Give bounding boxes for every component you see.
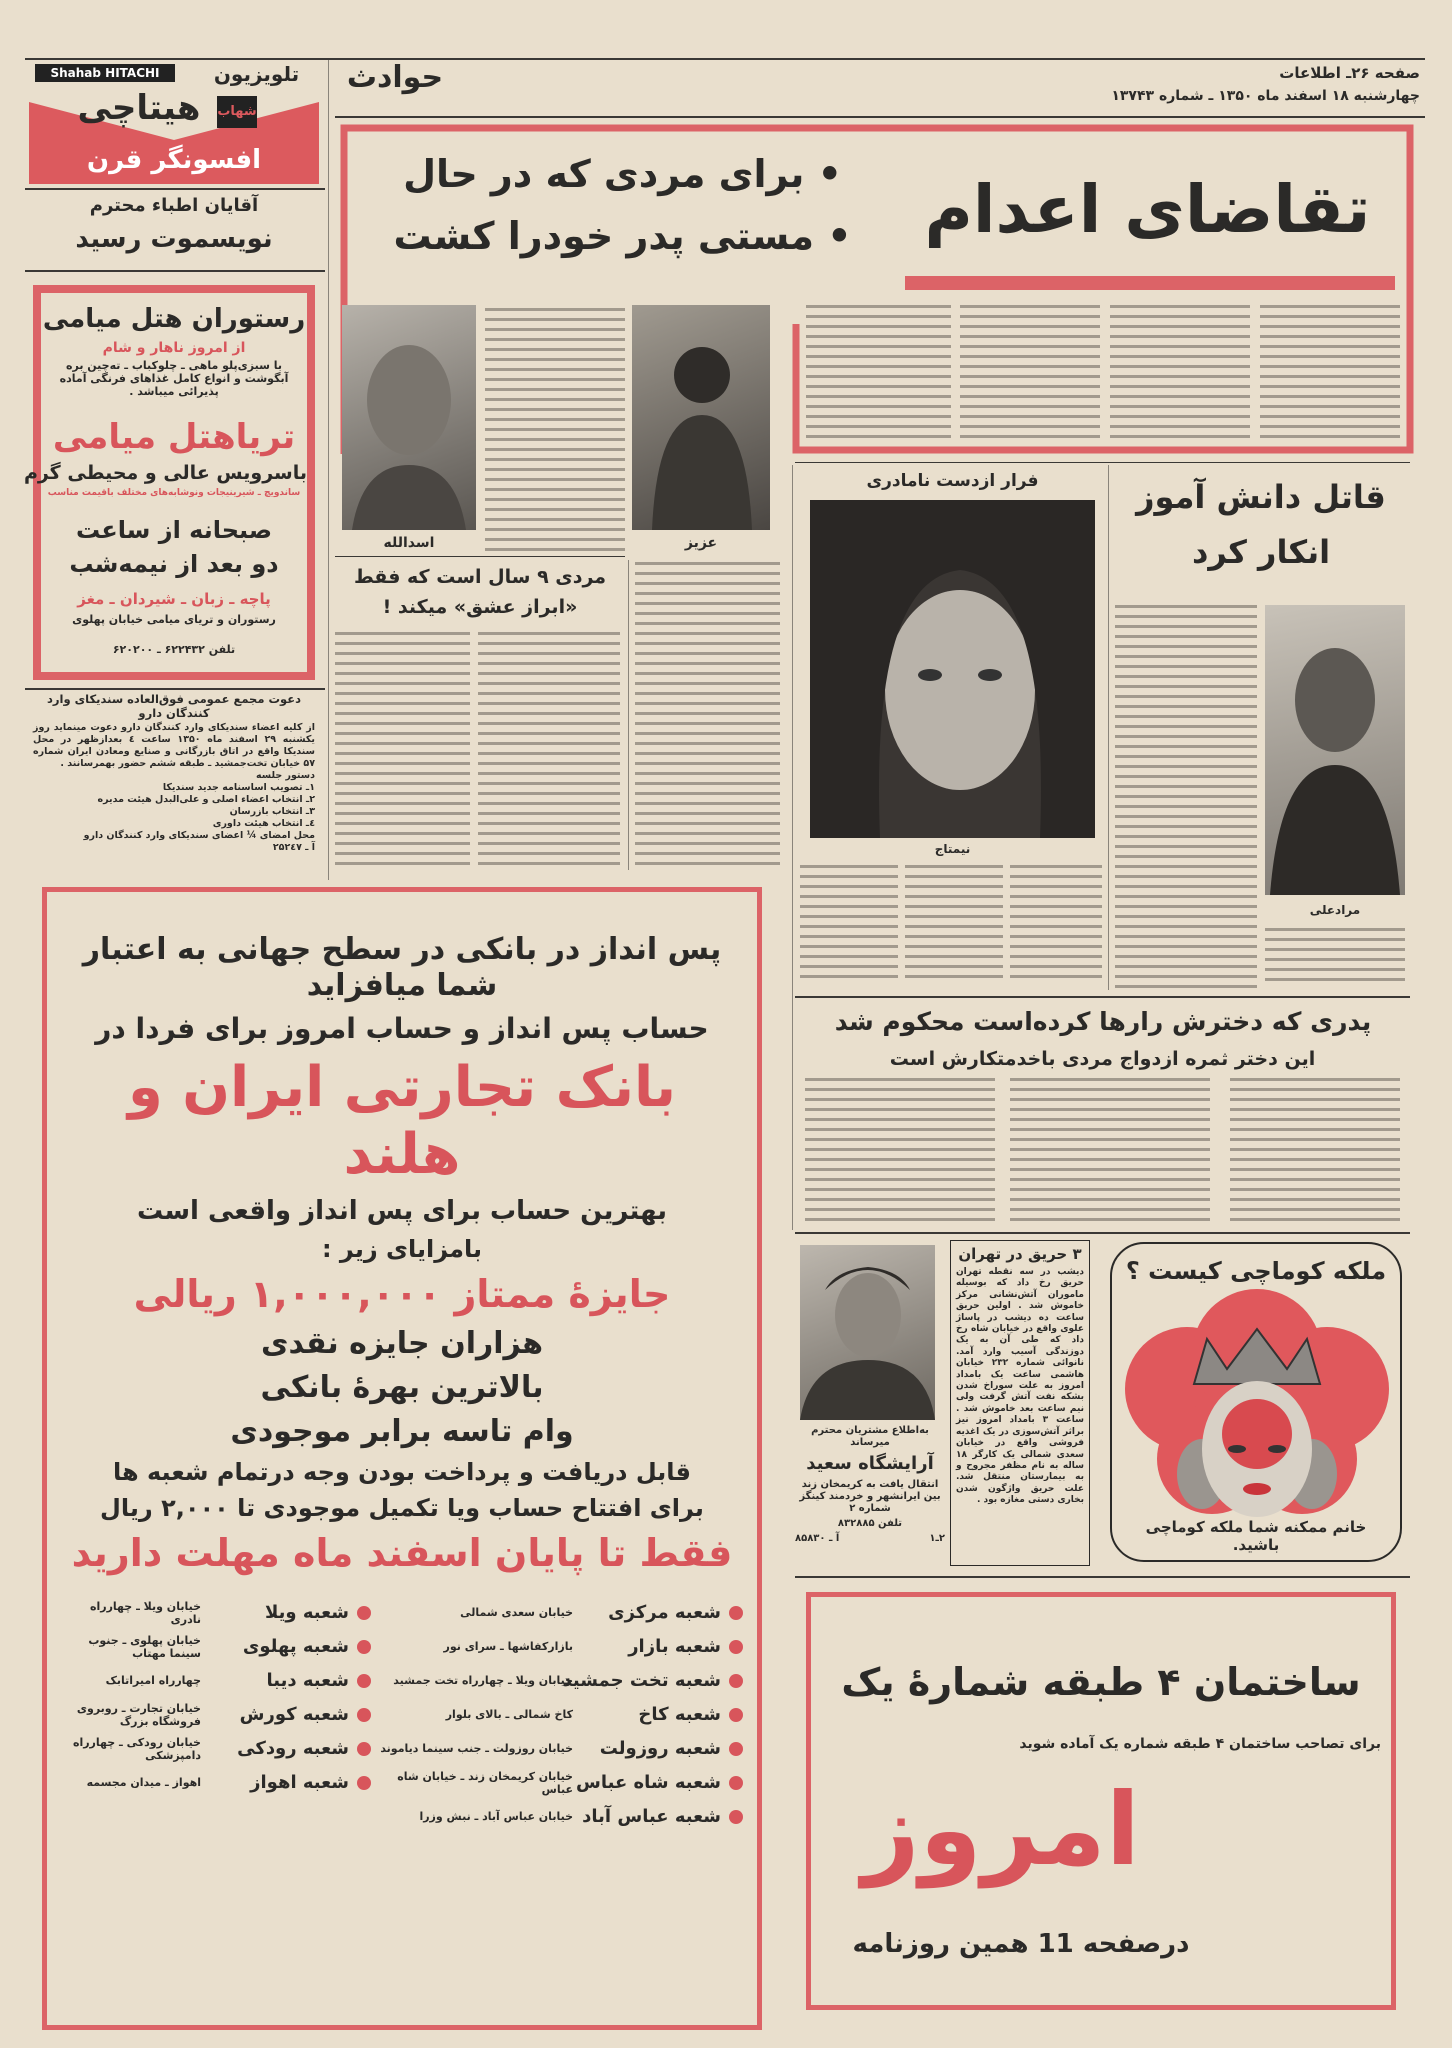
branch-name: شعبه روزولت: [599, 1737, 721, 1759]
barber-body: انتقال یافت به کریمخان زند بین ایرانشهر و خردمند کینگز شماره ۲: [799, 1479, 941, 1514]
stepmother-headline: فرار ازدست نامادری: [866, 471, 1039, 491]
headline-red-bar: [905, 276, 1395, 290]
branch-address: خیابان ویلا ـ چهارراه تخت جمشید: [393, 1674, 573, 1688]
branch-name: شعبه شاه عباس: [576, 1771, 721, 1793]
article-body-text: [1115, 605, 1257, 990]
miami-restaurant-ad: [23, 285, 315, 680]
building-footer: درصفحه 11 همین روزنامه: [852, 1929, 1190, 1959]
branch-name: شعبه دیبا: [266, 1669, 349, 1691]
branch-name: شعبه مرکزی: [608, 1601, 721, 1623]
branch-name: شعبه رودکی: [237, 1737, 349, 1759]
bank-line-6: برای افتتاح حساب ویا تکمیل موجودی تا ۲,۰۰۰ ریال: [100, 1494, 704, 1523]
fire-story-box: [950, 1240, 1090, 1566]
divider: [795, 996, 1410, 998]
bullet-icon: [729, 1674, 743, 1688]
caption-nimtaj: نیمتاج: [934, 842, 971, 856]
bank-ad-content: [47, 892, 757, 2025]
header-rule: [335, 116, 1425, 118]
miami-title: رستوران هتل میامی: [42, 304, 306, 334]
branch-list-right: [378, 1599, 743, 1831]
barber-codes: [795, 1533, 945, 1545]
branch-name: شعبه عباس آباد: [582, 1805, 721, 1827]
article-body-text: [800, 865, 898, 985]
invitation-code: آ ـ ۲۵۲٤۷: [272, 842, 315, 853]
miami-hours-1: صبحانه از ساعت: [75, 516, 273, 544]
agenda-list: [25, 782, 323, 830]
bullet-icon: [729, 1708, 743, 1722]
top-rule: [25, 58, 1425, 60]
article-body-text: [960, 305, 1100, 440]
section-title: حوادث: [346, 60, 444, 95]
branch-row: [61, 1769, 371, 1797]
bank-tejarati-ad: [42, 887, 762, 2030]
agenda-item: ٤ـ انتخاب هیئت داوری: [212, 818, 315, 829]
invitation-body: از کلیه اعضاء سندیکای وارد کنندگان دارو دعوت مینماید روز یکشنبه ۲۹ اسفند ماه ۱۳۵۰ ساعت ٤ بعدازظهر در محل سندیکا واقع در اتاق بازرگانی و صنایع ومعادن ایران شماره ۵۷ خیابان تخت‌جمشید ـ طبقه ششم حضور بهمرسانند .: [33, 722, 315, 769]
hitachi-logo: Shahab HITACHI: [35, 64, 175, 82]
bank-name: بانک تجارتی ایران و هلند: [127, 1054, 677, 1187]
branch-row: [378, 1735, 743, 1763]
article-body-text: [335, 632, 470, 867]
article-body-text: [1265, 928, 1405, 988]
doctors-notice-line2: نویسموت رسید: [75, 224, 273, 254]
branch-name: شعبه کورش: [239, 1703, 349, 1725]
miami-specials: پاچه ـ زبان ـ شیردان ـ مغز: [77, 590, 271, 608]
column-divider: [792, 465, 793, 1230]
branch-list-left: [61, 1599, 371, 1831]
article-body-text: [485, 308, 625, 553]
bank-line-3: بهترین حساب برای پس انداز واقعی است: [136, 1195, 668, 1226]
branch-name: شعبه پهلوی: [242, 1635, 349, 1657]
bullet-icon: [357, 1674, 371, 1688]
branch-address: کاخ شمالی ـ بالای بلوار: [445, 1708, 573, 1722]
branch-name: شعبه بازار: [628, 1635, 721, 1657]
miami-subtitle: از امروز ناهار و شام: [102, 340, 246, 356]
branch-address: اهواز ـ میدان مجسمه: [86, 1776, 201, 1790]
branch-address: خیابان سعدی شمالی: [460, 1606, 573, 1620]
hitachi-slogan: افسونگر قرن: [86, 145, 262, 175]
hitachi-product: تلویزیون: [213, 62, 300, 86]
bank-line-5: قابل دریافت و پرداخت بودن وجه درتمام شعبه ها: [112, 1457, 691, 1486]
branch-address: خیابان کریمخان زند ـ خیابان شاه عباس: [397, 1769, 573, 1796]
article-body-text: [1010, 865, 1102, 985]
invitation-title: دعوت مجمع عمومی فوق‌العاده سندیکای وارد کنندگان دارو: [47, 692, 301, 720]
photo-aziz: [632, 305, 770, 530]
agenda-item: ۱ـ تصویب اساسنامه جدید سندیکا: [162, 782, 315, 793]
caption-asadollah: اسدالله: [383, 535, 435, 551]
hitachi-brand: هیتاچی: [77, 88, 201, 128]
branch-row: [61, 1599, 371, 1627]
branch-address: چهارراه امیراتابک: [105, 1674, 201, 1688]
branch-name: شعبه تخت جمشید: [562, 1669, 721, 1691]
barber-name: آرایشگاه سعید: [806, 1453, 934, 1474]
barber-ad-text: [795, 1425, 945, 1545]
agenda-item: ۲ـ انتخاب اعضاء اصلی و علی‌البدل هیئت مدیره: [97, 794, 315, 805]
divider: [795, 1232, 1410, 1234]
bullet-icon: [729, 1640, 743, 1654]
branch-name: شعبه اهواز: [250, 1771, 349, 1793]
shahab-label: شهاب: [217, 96, 257, 128]
branch-address: خیابان روزولت ـ جنب سینما دیاموند: [380, 1742, 573, 1756]
syndicate-invitation: [25, 692, 323, 854]
article-body-text: [806, 305, 951, 440]
branch-row: [378, 1701, 743, 1729]
branch-row: [378, 1769, 743, 1797]
love-story-headline: مردی ۹ سال است که فقط «ابراز عشق» میکند !: [353, 566, 607, 618]
branch-row: [61, 1701, 371, 1729]
miami-menu: ساندویچ ـ شیرینیجات ونوشابه‌های مختلف باقیمت مناسب: [47, 488, 301, 498]
bullet-icon: [357, 1742, 371, 1756]
branch-address: بازارکفاشها ـ سرای نور: [443, 1640, 573, 1654]
komachi-title: ملکه کوماچی کیست ؟: [1125, 1257, 1387, 1285]
hitachi-ad: [29, 62, 319, 184]
branch-name: شعبه ویلا: [264, 1601, 349, 1623]
barber-intro: به‌اطلاع مشتریان محترم میرساند: [811, 1425, 929, 1448]
miami-address: رستوران و تریای میامی خیابان پهلوی: [72, 613, 276, 626]
lead-headline-main: تقاضای اعدام: [924, 171, 1371, 248]
bullet-icon: [357, 1776, 371, 1790]
article-body-text: [1230, 1078, 1400, 1223]
column-divider: [628, 560, 629, 870]
agenda-title: دستور جلسه: [256, 770, 315, 781]
branch-row: [378, 1667, 743, 1695]
father-headline: پدری که دخترش رارها کرده‌است محکوم شد: [834, 1007, 1372, 1036]
miami-hours-2: دو بعد از نیمه‌شب: [69, 550, 279, 578]
branch-address: خیابان پهلوی ـ جنوب سینما مهتاب: [88, 1633, 201, 1660]
branch-address: خیابان تجارت ـ روبروی فروشگاه بزرگ: [76, 1701, 201, 1728]
page-number: صفحه ۲۶ـ اطلاعات: [1279, 64, 1420, 82]
bullet-icon: [357, 1640, 371, 1654]
divider: [795, 1576, 1410, 1578]
miami-body: با سبزی‌پلو ماهی ـ چلوکباب ـ ته‌چین بره آبگوشت و انواع کامل غذاهای فرنگی آماده پذیرائی میباشد .: [59, 359, 289, 398]
bank-prize: جایزهٔ ممتاز ۱,۰۰۰,۰۰۰ ریالی: [133, 1271, 671, 1316]
column-divider: [1108, 465, 1109, 990]
barber-code-right: ۲ـ۱: [929, 1533, 945, 1544]
bullet-icon: [357, 1606, 371, 1620]
bullet-icon: [729, 1742, 743, 1756]
bullet-icon: [729, 1606, 743, 1620]
photo-moradali: [1265, 605, 1405, 895]
bullet-icon: [357, 1708, 371, 1722]
article-body-text: [1110, 305, 1250, 440]
building-lottery-ad: [806, 1592, 1396, 2010]
branch-address: خیابان رودکی ـ چهارراه دامپزشکی: [72, 1735, 201, 1762]
bank-benefit-2: بالاترین بهرهٔ بانکی: [260, 1369, 544, 1405]
fire-body: دیشب در سه نقطه تهران حریق رخ داد که بوسیله ماموران آتش‌نشانی مرکز خاموش شد . اولین حریق ساعت ده دیشب در پاساژ علوی واقع در خیابان شاه رخ داد که طی آن به یک دوزندگی آسیب وارد آمد. نانوائی شماره ۲۳۲ خیابان هاشمی ساعت یک بامداد امروز به علت سوراخ شدن بشکه نفت آتش گرفت ولی نیم ساعت بعد خاموش شد . ساعت ۳ بامداد امروز نیز براثر آتش‌سوزی در یک اغذیه فروشی واقع در خیابان سعدی شمالی یک کارگر ۱۸ ساله به نام مظفر مجروح و به بیمارستان منتقل شد. علت حریق واژگون شدن بخاری دستی مغازه بود .: [956, 1267, 1084, 1506]
bank-deadline: فقط تا پایان اسفند ماه مهلت دارید: [71, 1531, 733, 1576]
branch-row: [61, 1735, 371, 1763]
divider: [25, 270, 325, 272]
column-divider: [328, 60, 329, 880]
building-today: امروز: [861, 1771, 1141, 1888]
article-body-text: [905, 865, 1003, 985]
bullet-icon: [729, 1810, 743, 1824]
article-body-text: [1260, 305, 1400, 440]
building-subtitle: برای تصاحب ساختمان ۴ طبقه شماره یک آماده شوید: [1019, 1736, 1381, 1752]
article-body-text: [1010, 1078, 1210, 1223]
branch-address: خیابان ویلا ـ چهارراه نادری: [89, 1599, 201, 1626]
photo-barber: [800, 1245, 935, 1420]
komachi-ad: [1110, 1242, 1402, 1562]
bullet-icon: [729, 1776, 743, 1790]
branch-lists: [61, 1599, 743, 1831]
lead-headline-line1: • برای مردی که در حال: [403, 152, 842, 196]
student-headline-1: قاتل دانش آموز: [1136, 478, 1386, 516]
photo-nimtaj: [810, 500, 1095, 838]
branch-row: [61, 1633, 371, 1661]
caption-moradali: مرادعلی: [1309, 903, 1361, 917]
agenda-item: ۳ـ انتخاب بازرسان: [229, 806, 315, 817]
bank-benefit-1: هزاران جایزه نقدی: [261, 1325, 543, 1361]
article-body-text: [478, 632, 620, 867]
divider: [25, 188, 325, 190]
miami-service: باسرویس عالی و محیطی گرم: [23, 462, 307, 484]
building-title: ساختمان ۴ طبقه شمارهٔ یک: [841, 1660, 1361, 1704]
komachi-tagline: خانم ممکنه شما ملکه کوماچی باشید.: [1122, 1518, 1390, 1554]
barber-code-left: آ ـ ۸۵۸۳۰: [795, 1533, 840, 1544]
branch-name: شعبه کاخ: [638, 1703, 721, 1725]
student-headline-2: انکار کرد: [1191, 533, 1331, 571]
fire-headline: ۳ حریق در تهران: [958, 1245, 1082, 1263]
branch-row: [378, 1599, 743, 1627]
photo-asadollah: [342, 305, 476, 530]
bank-line-4: بامزایای زیر :: [321, 1235, 483, 1264]
branch-row: [378, 1633, 743, 1661]
lead-headline-line2: • مستی پدر خودرا کشت: [393, 214, 852, 258]
father-subheadline: این دختر ثمره ازدواج مردی باخدمتکارش است: [889, 1048, 1316, 1070]
miami-phone: تلفن ۶۲۲۴۳۲ ـ ۶۲۰۲۰۰: [112, 643, 236, 656]
article-body-text: [635, 562, 780, 867]
divider: [335, 556, 625, 557]
article-body-text: [805, 1078, 995, 1223]
issue-date: چهارشنبه ۱۸ اسفند ماه ۱۳۵۰ ـ شماره ۱۳۷۴۳: [1111, 88, 1420, 104]
branch-row: [61, 1667, 371, 1695]
miami-cafe: تریاهتل میامی: [52, 417, 296, 457]
bank-line-1: پس انداز در بانکی در سطح جهانی به اعتبار شما میافزاید: [82, 932, 722, 1003]
queen-illustration: [1112, 1244, 1400, 1560]
divider: [795, 462, 1410, 463]
bank-line-2: حساب پس انداز و حساب امروز برای فردا در: [95, 1012, 709, 1045]
caption-aziz: عزیز: [684, 535, 718, 551]
branch-address: خیابان عباس آباد ـ نبش وزرا: [419, 1810, 573, 1824]
divider: [25, 688, 325, 690]
barber-phone: تلفن ۸۳۲۸۸۵: [837, 1518, 903, 1529]
invitation-signature: محل امضای ¼ اعضای سندیکای وارد کنندگان دارو: [83, 830, 315, 841]
doctors-notice-line1: آقایان اطباء محترم: [89, 195, 259, 216]
branch-row: [378, 1803, 743, 1831]
bank-benefit-3: وام تاسه برابر موجودی: [230, 1413, 574, 1449]
